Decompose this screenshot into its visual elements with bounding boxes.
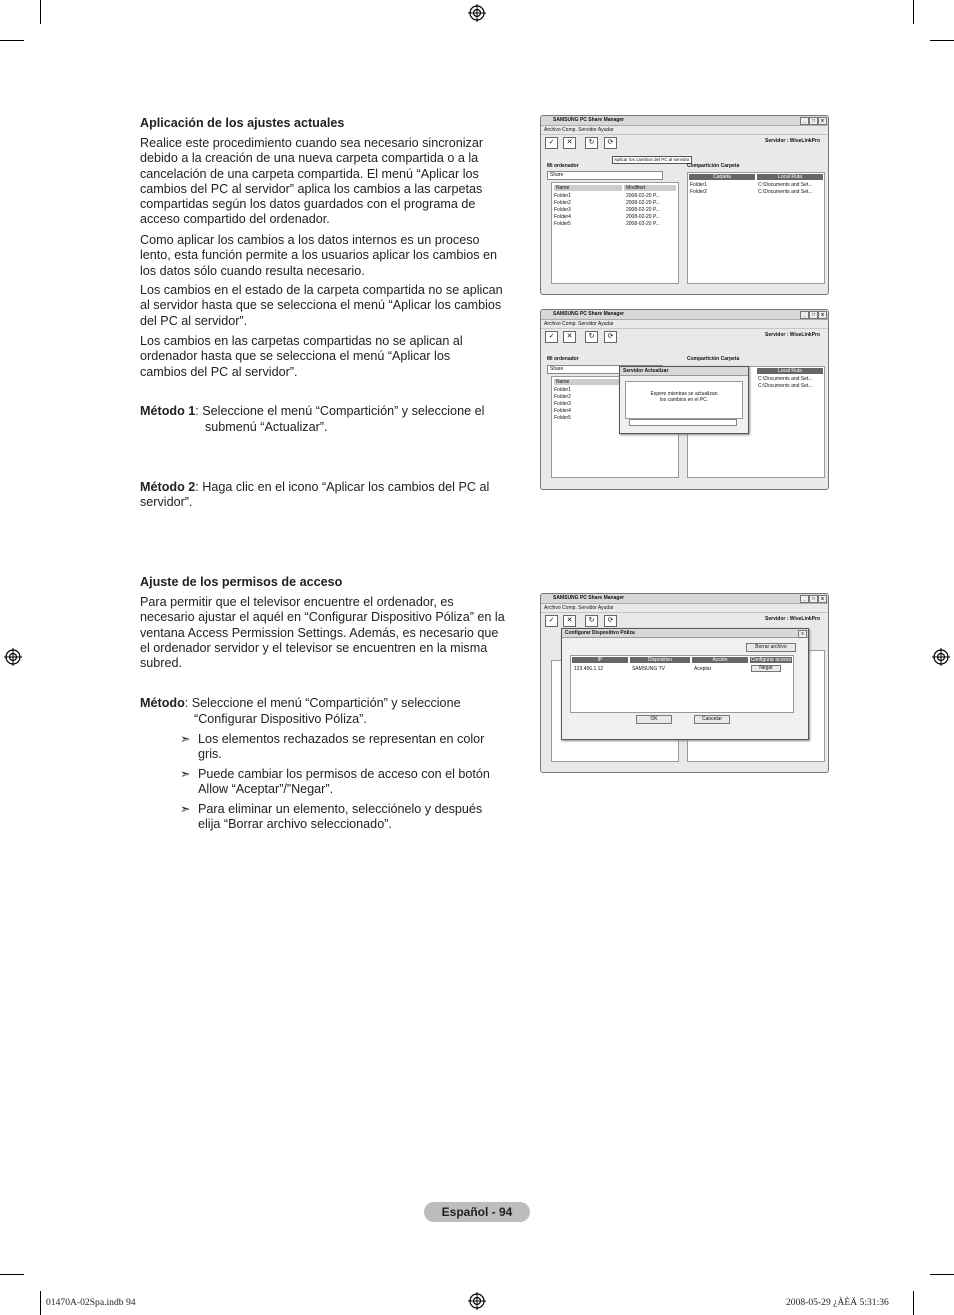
apply-changes-icon[interactable]: ⟳	[604, 137, 617, 149]
folder-row[interactable]: Folder4	[554, 214, 571, 220]
menu-bar[interactable]: Archivo Comp. Servidor Ayudar	[541, 604, 828, 613]
paragraph: Como aplicar los cambios a los datos internos es un proceso lento, esta función permite a los usuarios aplicar los cambios en los datos sólo cuando resulta necesario.	[140, 233, 498, 278]
note-item	[180, 767, 510, 798]
column-header-path[interactable]: Local Ruta	[757, 174, 823, 180]
paragraph: Los cambios en el estado de la carpeta compartida no se aplican al servidor hasta que se selecciona el menú “Aplicar los cambios del PC al servidor”.	[140, 283, 503, 328]
column-header-name[interactable]: Name	[554, 379, 622, 385]
minimize-button[interactable]: _	[800, 117, 809, 125]
screenshot-share-manager-1	[540, 115, 829, 295]
method-1-text: : Seleccione el menú “Compartición” y seleccione el	[195, 404, 485, 418]
minimize-button[interactable]: _	[800, 595, 809, 603]
folder-list	[551, 182, 679, 284]
folder-row[interactable]: Folder3	[554, 207, 571, 213]
share-combo[interactable]: Share	[547, 365, 663, 374]
method-2	[140, 480, 510, 511]
print-slug-right: 2008-05-29 ¿ÀÈÄ 5:31:36	[786, 1297, 889, 1308]
deny-button[interactable]: Negar	[751, 665, 781, 672]
crop-mark	[0, 1274, 24, 1275]
modified-cell: 2008-02-20 P...	[626, 207, 660, 213]
dialog-title: Servidor Actualizar	[620, 367, 748, 376]
delete-file-button[interactable]: Borrar archivo	[746, 643, 796, 652]
paragraph: Los cambios en las carpetas compartidas no se aplican al ordenador hasta que se selecciona el menú “Aplicar los cambios del PC al servidor”.	[140, 334, 463, 379]
column-header-device[interactable]: Dispositivo	[630, 657, 690, 663]
ok-button[interactable]: OK	[636, 715, 672, 724]
policy-table	[570, 655, 794, 713]
arrow-icon: ➣	[180, 732, 191, 746]
cancel-button[interactable]: Cancelar	[694, 715, 730, 724]
page-number: Español - 94	[424, 1202, 530, 1222]
window-title: SAMSUNG PC Share Manager	[553, 311, 625, 317]
window-title: SAMSUNG PC Share Manager	[553, 595, 625, 601]
maximize-button[interactable]: □	[809, 311, 818, 319]
folder-row[interactable]: Folder5	[554, 221, 571, 227]
dialog-title: Configurar Dispositivo Póliza	[562, 629, 808, 638]
close-button[interactable]: x	[818, 311, 827, 319]
crop-mark	[930, 1274, 954, 1275]
crop-mark	[930, 40, 954, 41]
note-item	[180, 732, 510, 763]
window-titlebar	[541, 310, 828, 320]
add-folder-icon[interactable]: ✓	[545, 331, 558, 343]
shared-folder-list	[687, 172, 825, 284]
dialog-message: Espere mientras se actualizan	[650, 391, 718, 397]
window-titlebar	[541, 116, 828, 126]
registration-mark-icon	[468, 4, 486, 22]
modified-cell: 2008-02-20 P...	[626, 214, 660, 220]
refresh-icon[interactable]: ↻	[585, 331, 598, 343]
column-header-modified[interactable]: Modified	[624, 185, 676, 191]
modified-cell: 2008-02-20 P...	[626, 221, 660, 227]
section-heading: Aplicación de los ajustes actuales	[140, 116, 345, 130]
remove-folder-icon[interactable]: ✕	[563, 615, 576, 627]
policy-device: SAMSUNG TV	[632, 666, 665, 672]
remove-folder-icon[interactable]: ✕	[563, 331, 576, 343]
crop-mark	[913, 0, 914, 24]
maximize-button[interactable]: □	[809, 117, 818, 125]
policy-ip: 123.456.1.12	[574, 666, 604, 672]
registration-mark-icon	[4, 648, 22, 666]
column-header-action[interactable]: Acción	[692, 657, 748, 663]
minimize-button[interactable]: _	[800, 311, 809, 319]
method-1-label: Método 1	[140, 404, 196, 418]
folder-row[interactable]: Folder1	[554, 193, 571, 199]
add-folder-icon[interactable]: ✓	[545, 615, 558, 627]
shared-folders-label: Compartición Carpeta	[687, 163, 740, 169]
window-titlebar	[541, 594, 828, 604]
crop-mark	[0, 40, 24, 41]
print-slug-left: 01470A-02Spa.indb 94	[46, 1297, 136, 1308]
toolbar	[541, 329, 828, 343]
shared-path: C:\Documents and Set...	[758, 182, 813, 188]
shared-path: C:\Documents and Set...	[758, 376, 813, 382]
note-text: Los elementos rechazados se representan en color gris.	[198, 732, 485, 762]
close-button[interactable]: x	[818, 117, 827, 125]
note-item	[180, 802, 510, 833]
shared-path: C:\Documents and Set...	[758, 189, 813, 195]
my-computer-label: Mi ordenador	[547, 356, 579, 362]
toolbar	[541, 613, 828, 627]
screenshot-share-manager-3	[540, 593, 829, 773]
paragraph: Para permitir que el televisor encuentre el ordenador, es necesario ajustar el aquél en “Configurar Dispositivo Póliza” en la ventana Access Permission Settings. Además, es necesario que el ordenador servidor y el televisor se encuentren en la misma subred.	[140, 595, 505, 671]
close-button[interactable]: x	[818, 595, 827, 603]
crop-mark	[913, 1291, 914, 1315]
crop-mark	[40, 0, 41, 24]
folder-row[interactable]: Folder2	[554, 394, 571, 400]
crop-mark	[40, 1291, 41, 1315]
my-computer-label: Mi ordenador	[547, 163, 579, 169]
toolbar	[541, 135, 828, 149]
add-folder-icon[interactable]: ✓	[545, 137, 558, 149]
modified-cell: 2008-02-20 P...	[626, 200, 660, 206]
menu-bar[interactable]: Archivo Comp. Servidor Ayudar	[541, 320, 828, 329]
progress-bar	[629, 419, 737, 426]
folder-row[interactable]: Folder2	[554, 200, 571, 206]
folder-row[interactable]: Folder3	[554, 401, 571, 407]
server-selector[interactable]: Servidor : WiseLinkPro	[765, 616, 820, 622]
column-header-path[interactable]: Local Ruta	[757, 368, 823, 374]
update-dialog	[619, 366, 749, 434]
shared-row[interactable]: Folder2	[690, 189, 707, 195]
window-title: SAMSUNG PC Share Manager	[553, 117, 625, 123]
paragraph: Realice este procedimiento cuando sea necesario sincronizar debido a la creación de una nueva carpeta compartida o a la cancelación de una carpeta compartida. El menú “Aplicar los cambios del PC al servidor” aplica los cambios a las carpetas compartidas según los datos guardados con el programa de acceso compartido del ordenador.	[140, 136, 484, 227]
share-combo[interactable]: Share	[547, 171, 663, 180]
column-header-folder[interactable]: Carpeta	[689, 174, 755, 180]
policy-action: Aceptar	[694, 666, 712, 672]
column-header-name[interactable]: Name	[554, 185, 622, 191]
refresh-icon[interactable]: ↻	[585, 615, 598, 627]
menu-bar[interactable]: Archivo Comp. Servidor Ayudar	[541, 126, 828, 135]
method-label: Método	[140, 696, 185, 710]
screenshot-share-manager-2	[540, 309, 829, 490]
note-text: Puede cambiar los permisos de acceso con el botón Allow “Aceptar”/”Negar”.	[198, 767, 490, 797]
column-header-ip[interactable]: IP	[572, 657, 628, 663]
close-button[interactable]: x	[798, 630, 807, 638]
section-heading: Ajuste de los permisos de acceso	[140, 575, 343, 589]
shared-folders-label: Compartición Carpeta	[687, 356, 740, 362]
arrow-icon: ➣	[180, 802, 191, 816]
method-2-label: Método 2	[140, 480, 196, 494]
refresh-icon[interactable]: ↻	[585, 137, 598, 149]
registration-mark-icon	[468, 1292, 486, 1310]
arrow-icon: ➣	[180, 767, 191, 781]
server-selector[interactable]: Servidor : WiseLinkPro	[765, 138, 820, 144]
folder-row[interactable]: Folder1	[554, 387, 571, 393]
method-1-continued: submenú “Actualizar”.	[205, 420, 328, 434]
tooltip: Aplicar los cambios del PC al servidor	[614, 157, 690, 162]
method-text: : Seleccione el menú “Compartición” y seleccione	[184, 696, 461, 710]
method	[140, 696, 510, 711]
registration-mark-icon	[932, 648, 950, 666]
method-2-text: : Haga clic en el icono “Aplicar los cambios del PC al servidor”.	[140, 480, 490, 510]
apply-changes-icon[interactable]: ⟳	[604, 615, 617, 627]
folder-row[interactable]: Folder4	[554, 408, 571, 414]
column-header-access[interactable]: Configurar acceso	[750, 657, 792, 663]
dialog-message: los cambios en el PC.	[659, 397, 709, 403]
maximize-button[interactable]: □	[809, 595, 818, 603]
modified-cell: 2008-02-20 P...	[626, 193, 660, 199]
shared-path: C:\Documents and Set...	[758, 383, 813, 389]
server-selector[interactable]: Servidor : WiseLinkPro	[765, 332, 820, 338]
method-1	[140, 404, 510, 419]
shared-row[interactable]: Folder1	[690, 182, 707, 188]
folder-row[interactable]: Folder5	[554, 415, 571, 421]
policy-dialog	[561, 628, 809, 740]
apply-changes-icon[interactable]: ⟳	[604, 331, 617, 343]
method-continued: “Configurar Dispositivo Póliza”.	[194, 712, 367, 726]
remove-folder-icon[interactable]: ✕	[563, 137, 576, 149]
note-text: Para eliminar un elemento, selecciónelo y después elija “Borrar archivo seleccionado”.	[198, 802, 483, 832]
